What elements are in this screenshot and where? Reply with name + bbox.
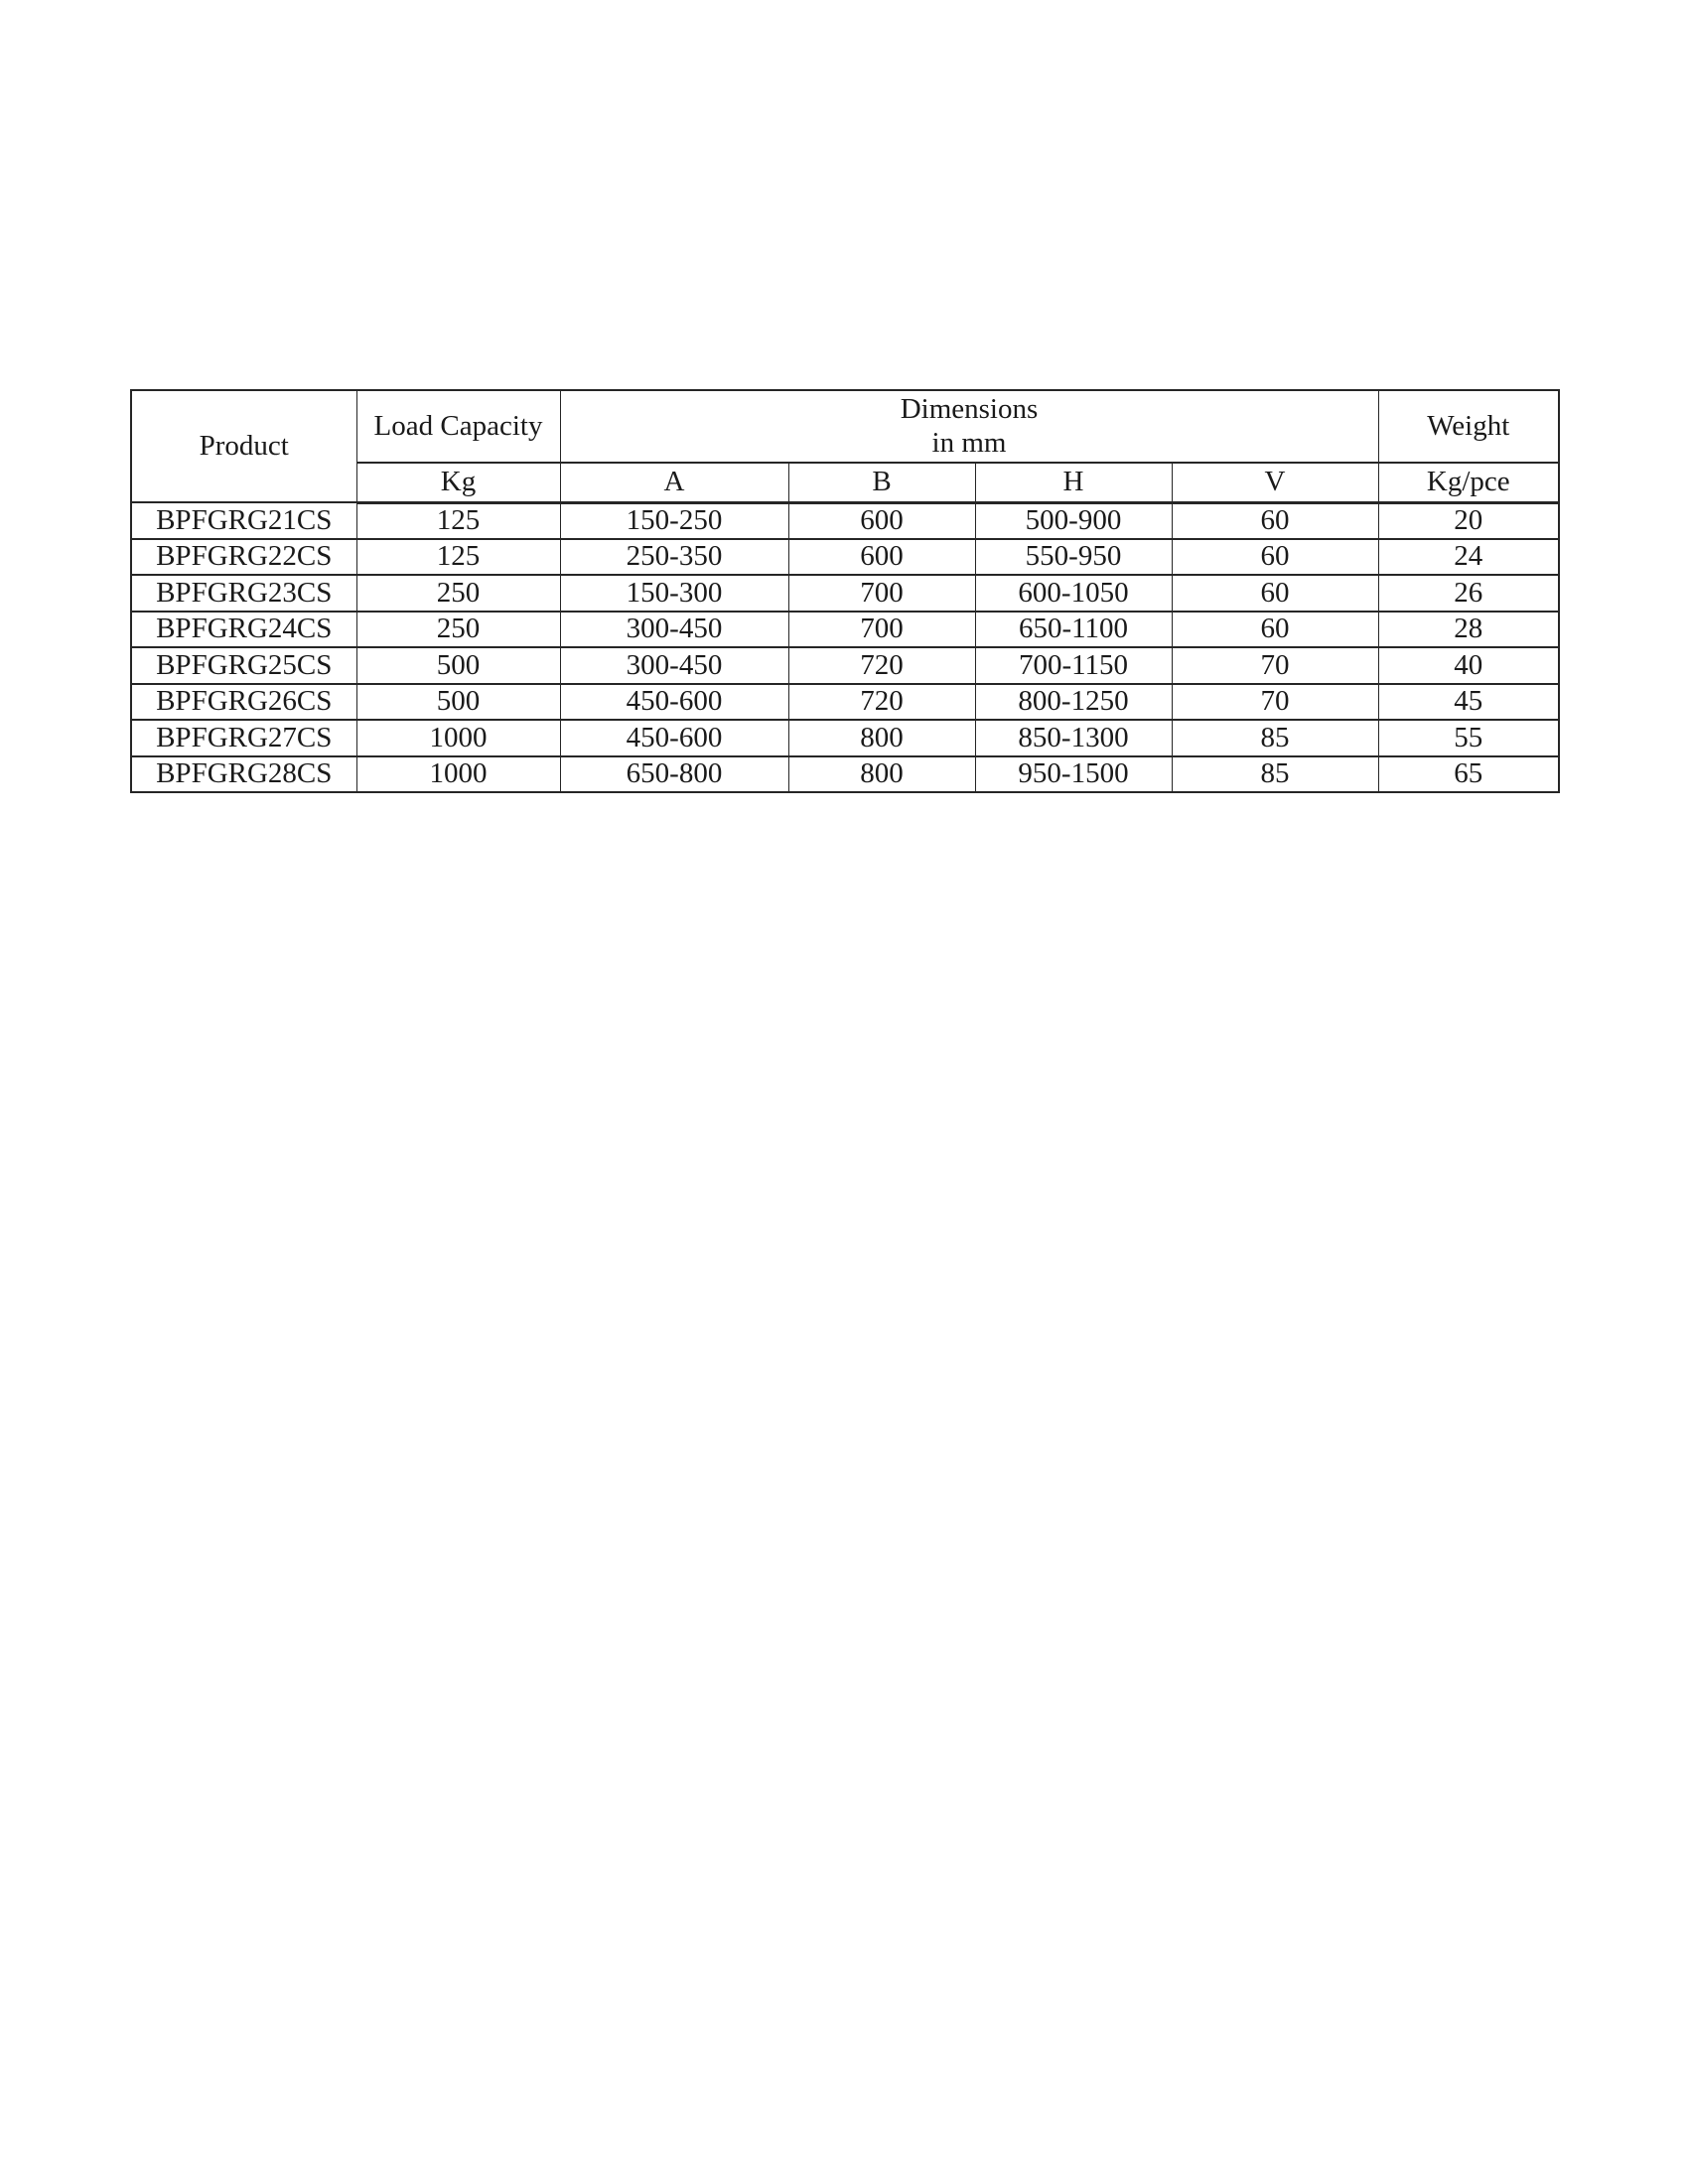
unit-header-kg: Kg [356, 463, 560, 502]
dimension-h-cell: 550-950 [975, 539, 1172, 576]
load-capacity-cell: 1000 [356, 720, 560, 756]
dimension-a-cell: 650-800 [560, 756, 788, 793]
weight-cell: 28 [1378, 612, 1559, 648]
dimension-b-cell: 720 [788, 647, 975, 684]
dimension-b-cell: 700 [788, 612, 975, 648]
product-cell: BPFGRG28CS [131, 756, 356, 793]
weight-cell: 26 [1378, 575, 1559, 612]
load-capacity-cell: 125 [356, 539, 560, 576]
dimension-b-cell: 700 [788, 575, 975, 612]
column-header-load-capacity: Load Capacity [356, 390, 560, 463]
dimension-h-cell: 600-1050 [975, 575, 1172, 612]
product-cell: BPFGRG24CS [131, 612, 356, 648]
load-capacity-cell: 500 [356, 684, 560, 721]
dimension-v-cell: 85 [1172, 756, 1378, 793]
product-cell: BPFGRG26CS [131, 684, 356, 721]
product-cell: BPFGRG23CS [131, 575, 356, 612]
column-header-weight: Weight [1378, 390, 1559, 463]
dimensions-label-line2: in mm [931, 426, 1007, 459]
table-row [131, 647, 1559, 684]
unit-header-h: H [975, 463, 1172, 502]
table-row [131, 502, 1559, 539]
dimension-a-cell: 250-350 [560, 539, 788, 576]
weight-cell: 40 [1378, 647, 1559, 684]
product-cell: BPFGRG25CS [131, 647, 356, 684]
unit-header-v: V [1172, 463, 1378, 502]
table-row [131, 684, 1559, 721]
weight-cell: 20 [1378, 502, 1559, 539]
dimension-v-cell: 85 [1172, 720, 1378, 756]
dimension-v-cell: 60 [1172, 502, 1378, 539]
unit-header-kg-pce: Kg/pce [1378, 463, 1559, 502]
dimension-b-cell: 720 [788, 684, 975, 721]
load-capacity-cell: 250 [356, 612, 560, 648]
dimension-b-cell: 800 [788, 756, 975, 793]
dimensions-label-line1: Dimensions [900, 393, 1039, 426]
dimension-a-cell: 300-450 [560, 647, 788, 684]
dimension-v-cell: 60 [1172, 575, 1378, 612]
dimension-a-cell: 150-300 [560, 575, 788, 612]
table-row [131, 539, 1559, 576]
dimension-b-cell: 600 [788, 502, 975, 539]
table-row [131, 575, 1559, 612]
unit-header-b: B [788, 463, 975, 502]
product-cell: BPFGRG27CS [131, 720, 356, 756]
load-capacity-cell: 1000 [356, 756, 560, 793]
product-cell: BPFGRG22CS [131, 539, 356, 576]
column-header-dimensions [560, 390, 1378, 463]
table-row [131, 612, 1559, 648]
dimension-h-cell: 700-1150 [975, 647, 1172, 684]
dimension-v-cell: 60 [1172, 539, 1378, 576]
dimension-b-cell: 800 [788, 720, 975, 756]
load-capacity-cell: 500 [356, 647, 560, 684]
dimension-h-cell: 850-1300 [975, 720, 1172, 756]
product-spec-table [130, 389, 1560, 793]
dimension-v-cell: 70 [1172, 647, 1378, 684]
weight-cell: 24 [1378, 539, 1559, 576]
unit-header-a: A [560, 463, 788, 502]
weight-cell: 55 [1378, 720, 1559, 756]
dimension-a-cell: 150-250 [560, 502, 788, 539]
product-cell: BPFGRG21CS [131, 502, 356, 539]
dimension-h-cell: 500-900 [975, 502, 1172, 539]
weight-cell: 45 [1378, 684, 1559, 721]
table-row [131, 756, 1559, 793]
dimension-b-cell: 600 [788, 539, 975, 576]
dimension-h-cell: 800-1250 [975, 684, 1172, 721]
dimension-h-cell: 950-1500 [975, 756, 1172, 793]
load-capacity-cell: 250 [356, 575, 560, 612]
table-row [131, 720, 1559, 756]
table-header-row-main [131, 390, 1559, 463]
column-header-product: Product [131, 390, 356, 502]
weight-cell: 65 [1378, 756, 1559, 793]
dimension-a-cell: 450-600 [560, 684, 788, 721]
dimension-a-cell: 300-450 [560, 612, 788, 648]
load-capacity-cell: 125 [356, 502, 560, 539]
dimension-h-cell: 650-1100 [975, 612, 1172, 648]
dimension-v-cell: 70 [1172, 684, 1378, 721]
dimension-a-cell: 450-600 [560, 720, 788, 756]
dimension-v-cell: 60 [1172, 612, 1378, 648]
